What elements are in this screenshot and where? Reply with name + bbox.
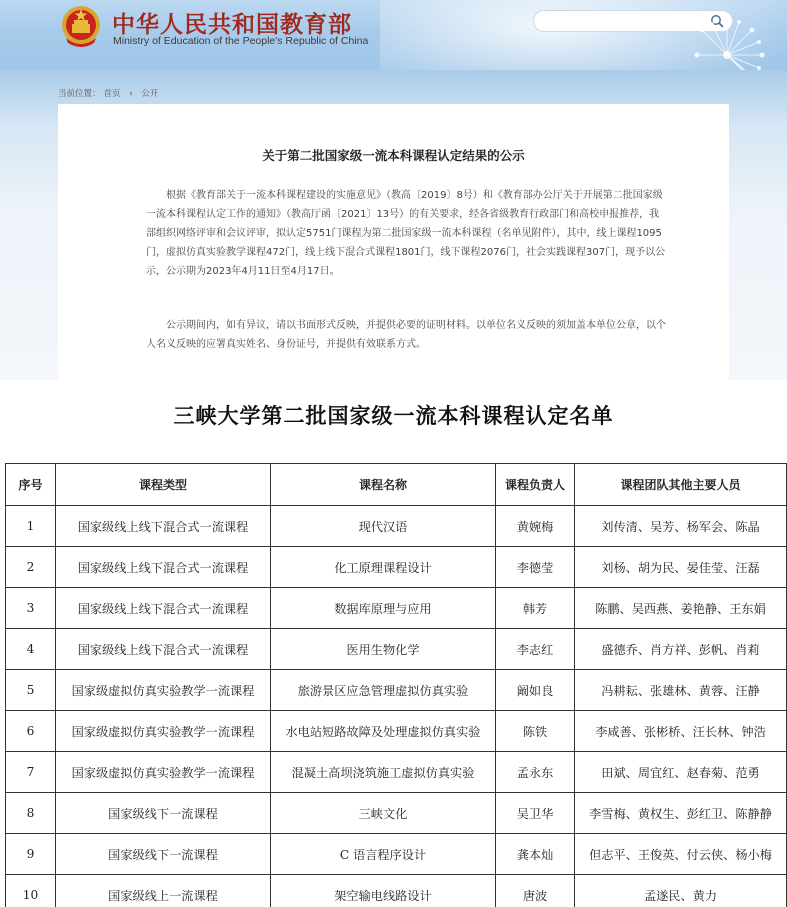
cell-lead: 阚如良 — [496, 670, 575, 711]
cell-lead: 龚本灿 — [496, 834, 575, 875]
cell-index: 2 — [6, 547, 56, 588]
cell-type: 国家级线上线下混合式一流课程 — [56, 588, 271, 629]
cell-type: 国家级虚拟仿真实验教学一流课程 — [56, 752, 271, 793]
cell-course-name: 医用生物化学 — [271, 629, 496, 670]
cell-index: 7 — [6, 752, 56, 793]
column-header-type: 课程类型 — [56, 464, 271, 506]
cell-team: 冯耕耘、张雄林、黄蓉、汪静 — [575, 670, 787, 711]
site-title-en: Ministry of Education of the People's Republic of China — [113, 35, 369, 47]
cell-lead: 黄婉梅 — [496, 506, 575, 547]
cell-type: 国家级线上线下混合式一流课程 — [56, 547, 271, 588]
column-header-index: 序号 — [6, 464, 56, 506]
cell-type: 国家级线上一流课程 — [56, 875, 271, 907]
breadcrumb-separator: › — [129, 89, 133, 99]
notice-paragraph-1: 根据《教育部关于一流本科课程建设的实施意见》（教高〔2019〕8号）和《教育部办公厅关于开展第二批国家级一流本科课程认定工作的通知》（教高厅函〔2021〕13号）的有关要求，经各省级教育行政部门和高校申报推荐，我部组织网络评审和会议评审，拟认定5751门课程为第二批国家级一流本科课程（名单见附件），其中，线上课程1095门，虚拟仿真实验教学课程472门，线上线下混合式课程1801门，线下课程2076门，社会实践课程307门，现予以公示，公示期为2023年4月11日至4月17日。 — [146, 190, 666, 277]
cell-course-name: C 语言程序设计 — [271, 834, 496, 875]
cell-team: 李雪梅、黄权生、彭红卫、陈静静 — [575, 793, 787, 834]
table-header-row — [6, 464, 787, 506]
table-row — [6, 547, 787, 588]
cell-type: 国家级线下一流课程 — [56, 834, 271, 875]
cell-type: 国家级线下一流课程 — [56, 793, 271, 834]
column-header-lead: 课程负责人 — [496, 464, 575, 506]
table-row — [6, 670, 787, 711]
cell-team: 陈鹏、吴西燕、姜艳静、王东娟 — [575, 588, 787, 629]
cell-course-name: 三峡文化 — [271, 793, 496, 834]
table-row — [6, 793, 787, 834]
cell-course-name: 混凝土高坝浇筑施工虚拟仿真实验 — [271, 752, 496, 793]
notice-title: 关于第二批国家级一流本科课程认定结果的公示 — [262, 148, 525, 163]
search-icon[interactable] — [710, 14, 724, 28]
table-row — [6, 834, 787, 875]
cell-type: 国家级线上线下混合式一流课程 — [56, 629, 271, 670]
cell-index: 9 — [6, 834, 56, 875]
site-title-cn[interactable]: 中华人民共和国教育部 — [112, 12, 352, 38]
cell-index: 5 — [6, 670, 56, 711]
search-box[interactable] — [533, 10, 733, 32]
cell-team: 刘传清、吴芳、杨军会、陈晶 — [575, 506, 787, 547]
search-input[interactable] — [544, 13, 709, 30]
table-row — [6, 752, 787, 793]
site-header — [0, 0, 787, 70]
cell-course-name: 旅游景区应急管理虚拟仿真实验 — [271, 670, 496, 711]
cell-index: 6 — [6, 711, 56, 752]
notice-card — [58, 104, 729, 380]
cell-lead: 唐波 — [496, 875, 575, 907]
cell-team: 刘杨、胡为民、晏佳莹、汪磊 — [575, 547, 787, 588]
cell-lead: 吴卫华 — [496, 793, 575, 834]
cell-lead: 陈铁 — [496, 711, 575, 752]
cell-index: 3 — [6, 588, 56, 629]
cell-course-name: 架空输电线路设计 — [271, 875, 496, 907]
breadcrumb-prefix: 当前位置： — [58, 89, 101, 99]
cell-index: 1 — [6, 506, 56, 547]
column-header-team: 课程团队其他主要人员 — [575, 464, 787, 506]
course-table — [5, 463, 787, 907]
cell-lead: 孟永东 — [496, 752, 575, 793]
list-title: 三峡大学第二批国家级一流本科课程认定名单 — [173, 403, 614, 428]
cell-team: 李咸善、张彬桥、汪长林、钟浩 — [575, 711, 787, 752]
cell-team: 孟遂民、黄力 — [575, 875, 787, 907]
cell-course-name: 数据库原理与应用 — [271, 588, 496, 629]
cell-lead: 李志红 — [496, 629, 575, 670]
cell-lead: 李德莹 — [496, 547, 575, 588]
cell-type: 国家级虚拟仿真实验教学一流课程 — [56, 670, 271, 711]
table-row — [6, 875, 787, 907]
cell-team: 盛德乔、肖方祥、彭帆、肖莉 — [575, 629, 787, 670]
national-emblem-icon[interactable] — [60, 4, 102, 48]
table-row — [6, 711, 787, 752]
cell-index: 8 — [6, 793, 56, 834]
cell-course-name: 水电站短路故障及处理虚拟仿真实验 — [271, 711, 496, 752]
cell-type: 国家级虚拟仿真实验教学一流课程 — [56, 711, 271, 752]
breadcrumb — [58, 87, 158, 99]
cell-course-name: 化工原理课程设计 — [271, 547, 496, 588]
breadcrumb-current-link[interactable]: 公开 — [141, 89, 159, 99]
table-row — [6, 506, 787, 547]
cell-type: 国家级线上线下混合式一流课程 — [56, 506, 271, 547]
cell-team: 但志平、王俊英、付云侠、杨小梅 — [575, 834, 787, 875]
cell-team: 田斌、周宜红、赵春菊、范勇 — [575, 752, 787, 793]
cell-course-name: 现代汉语 — [271, 506, 496, 547]
cell-index: 4 — [6, 629, 56, 670]
breadcrumb-home-link[interactable]: 首页 — [103, 89, 121, 99]
notice-paragraph-2: 公示期间内，如有异议，请以书面形式反映，并提供必要的证明材料。以单位名义反映的须加盖本单位公章，以个人名义反映的应署真实姓名、身份证号，并提供有效联系方式。 — [146, 320, 666, 350]
table-row — [6, 588, 787, 629]
table-row — [6, 629, 787, 670]
column-header-name: 课程名称 — [271, 464, 496, 506]
cell-index: 10 — [6, 875, 56, 907]
cell-lead: 韩芳 — [496, 588, 575, 629]
